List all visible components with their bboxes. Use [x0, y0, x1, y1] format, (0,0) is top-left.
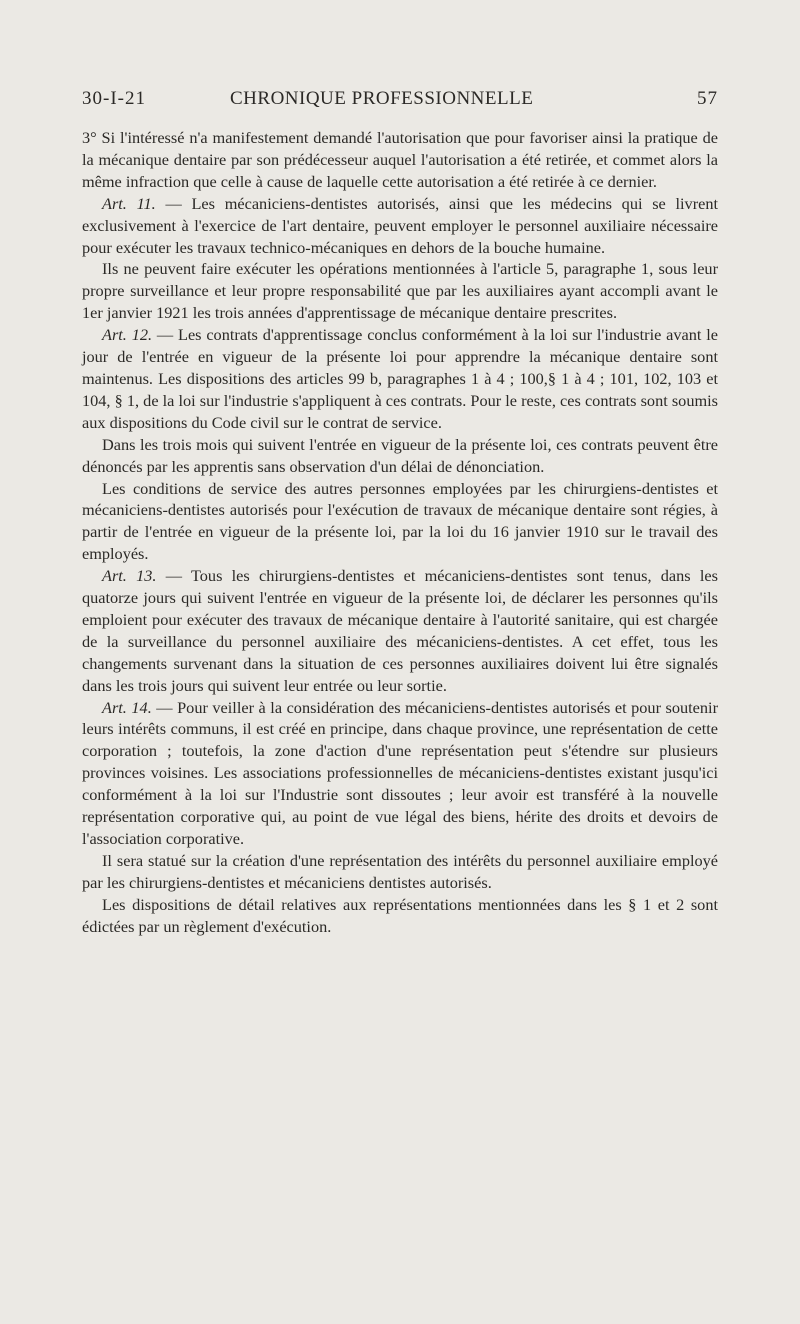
- header-title: CHRONIQUE PROFESSIONNELLE: [230, 88, 534, 109]
- paragraph: [82, 127, 718, 193]
- paragraph: [82, 258, 718, 324]
- paragraph: [82, 434, 718, 478]
- paragraph: [82, 565, 718, 696]
- paragraph-text: — Les mécaniciens-dentistes autorisés, ainsi que les médecins qui se livrent exclusivement à l'exercice de l'art dentaire, peuvent employer le personnel auxiliaire nécessaire pour exécuter les travaux technico-mécaniques en dehors de la bouche humaine.: [82, 193, 719, 257]
- paragraph-text: Les conditions de service des autres personnes employées par les chirurgiens-dentistes et mécaniciens-dentistes autorisés pour l'exécution de travaux de mécanique dentaire sont régies, à partir de l'entrée en vigueur de la présente loi, par la loi du 16 janvier 1910 sur le travail des employés.: [82, 478, 718, 564]
- header-date: 30-I-21: [82, 88, 146, 109]
- running-header: [82, 88, 718, 114]
- article-body: [82, 127, 718, 938]
- article-label: Art. 14.: [102, 697, 152, 717]
- page-number: 57: [697, 88, 718, 109]
- paragraph-text: Ils ne peuvent faire exécuter les opérations mentionnées à l'article 5, paragraphe 1, sous leur propre surveillance et leur propre responsabilité que par les auxiliaires ayant accompli avant le 1er janvier 1921 les trois années d'apprentissage de mécanique dentaire prescrites.: [82, 259, 718, 323]
- article-label: Art. 13.: [102, 566, 157, 586]
- paragraph-text: — Pour veiller à la considération des mécaniciens-dentistes autorisés et pour soutenir leurs intérêts communs, il est créé en principe, dans chaque province, une représentation de cette corporation ; toutefois, la zone d'action d'une représentation peut s'étendre sur plusieurs provinces voisines. Les associations professionnelles de mécaniciens-dentistes existant jusqu'ici conformément à la loi sur l'Industrie sont dissoutes ; leur avoir est transféré à la nouvelle représentation corporative qui, au point de vue légal des biens, hérite des droits et devoirs de l'association corporative.: [82, 697, 718, 848]
- article-label: Art. 12.: [102, 325, 153, 345]
- paragraph-text: Il sera statué sur la création d'une représentation des intérêts du personnel auxiliaire employé par les chirurgiens-dentistes et mécaniciens dentistes autorisés.: [82, 850, 718, 892]
- paragraph-text: — Tous les chirurgiens-dentistes et mécaniciens-dentistes sont tenus, dans les quatorze jours qui suivent l'entrée en vigueur de la présente loi, de déclarer les personnes qu'ils emploient pour exécuter des travaux de mécanique dentaire à l'autorité sanitaire, qui est chargée de la surveillance du personnel auxiliaire des mécaniciens-dentistes. A cet effet, tous les changements survenant dans la situation de ces personnes auxiliaires doivent lui être signalés dans les trois jours qui suivent leur entrée ou leur sortie.: [82, 566, 718, 695]
- paragraph-text: — Les contrats d'apprentissage conclus conformément à la loi sur l'industrie avant le jour de l'entrée en vigueur de la présente loi pour apprendre la mécanique dentaire sont maintenus. Les dispositions des articles 99 b, paragraphes 1 à 4 ; 100,§ 1 à 4 ; 101, 102, 103 et 104, § 1, de la loi sur l'industrie s'appliquent à ces contrats. Pour le reste, ces contrats sont soumis aux dispositions du Code civil sur le contrat de service.: [82, 325, 718, 432]
- paragraph: [82, 193, 718, 259]
- paragraph: [82, 478, 718, 566]
- paragraph: [82, 850, 718, 894]
- article-label: Art. 11.: [102, 193, 156, 213]
- paragraph-text: Dans les trois mois qui suivent l'entrée en vigueur de la présente loi, ces contrats peuvent être dénoncés par les apprentis sans observation d'un délai de dénonciation.: [82, 434, 718, 476]
- paragraph: [82, 324, 718, 434]
- paragraph: [82, 894, 718, 938]
- paragraph: [82, 697, 718, 850]
- paragraph-text: Les dispositions de détail relatives aux représentations mentionnées dans les § 1 et 2 sont édictées par un règlement d'exécution.: [82, 894, 718, 936]
- paragraph-text: 3° Si l'intéressé n'a manifestement demandé l'autorisation que pour favoriser ainsi la pratique de la mécanique dentaire par son prédécesseur auquel l'autorisation a été retirée, et commet alors la même infraction que celle à cause de laquelle cette autorisation a été retirée à ce dernier.: [82, 128, 718, 191]
